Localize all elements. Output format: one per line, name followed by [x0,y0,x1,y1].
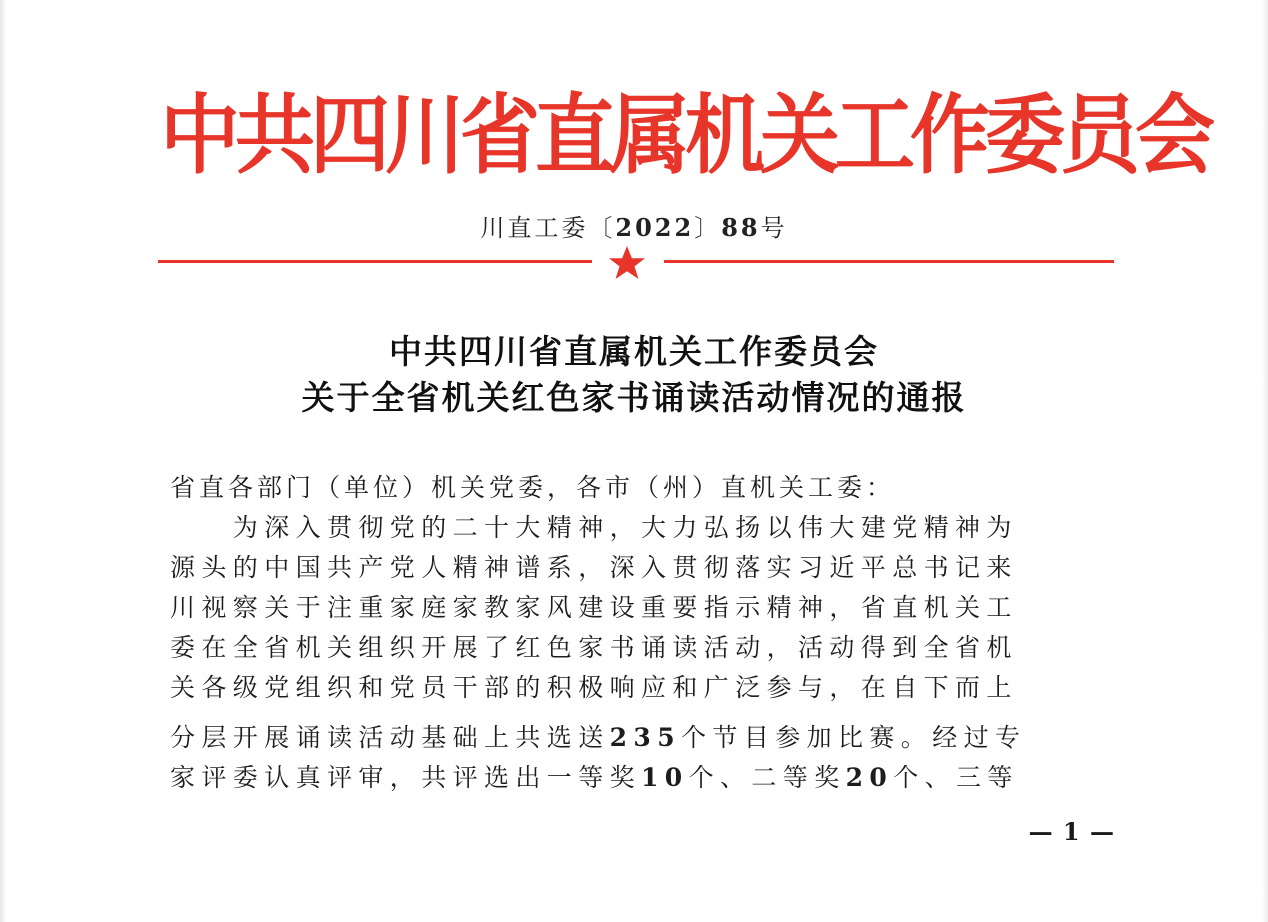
body-line-6-after: 个节目参加比赛。经过专 [681,723,1027,752]
document-title-line-2: 关于全省机关红色家书诵读活动情况的通报 [301,378,967,417]
masthead-title: 中共四川省直属机关工作委员会 [160,85,1210,186]
body-line-1: 为深入贯彻党的二十大精神，大力弘扬以伟大建党精神为 [170,513,1018,542]
red-divider-right [664,260,1114,263]
second-prize-count: 20 [845,763,894,792]
doc-number-middle: 〕 [694,214,722,242]
body-line-7 [170,758,1110,798]
doc-number-prefix: 川直工委〔 [480,214,616,242]
page-edge-shadow-right [1262,0,1268,922]
red-divider-left [158,260,592,263]
body-line-3: 川视察关于注重家庭家教家风建设重要指示精神，省直机关工 [170,593,1018,622]
document-number [0,212,1268,244]
body-line-6-before: 分层开展诵读活动基础上共选送 [170,723,610,752]
red-star-icon [604,245,650,281]
body-line-7-part-a: 家评委认真评审，共评选出一等奖 [170,763,642,792]
doc-number-year: 2022 [615,213,695,242]
body-line-6 [170,718,1110,758]
first-prize-count: 10 [641,763,689,792]
body-line-7-part-b: 个、二等奖 [688,763,846,792]
doc-number-suffix: 号 [760,214,788,242]
body-line-4: 委在全省机关组织开展了红色家书诵读活动，活动得到全省机 [170,633,1018,662]
body-line-7-part-c: 个、三等 [893,763,1019,792]
page-number: — 1 — [1028,817,1115,846]
body-line-5: 关各级党组织和党员干部的积极响应和广泛参与，在自下而上 [170,673,1018,702]
document-title-line-1: 中共四川省直属机关工作委员会 [389,332,879,371]
page-edge-shadow-left [0,0,6,922]
body-line-2: 源头的中国共产党人精神谱系，深入贯彻落实习近平总书记来 [170,553,1018,582]
salutation: 省直各部门（单位）机关党委，各市（州）直机关工委： [170,473,896,502]
doc-number-serial: 88 [721,213,761,242]
program-count: 235 [609,723,681,752]
